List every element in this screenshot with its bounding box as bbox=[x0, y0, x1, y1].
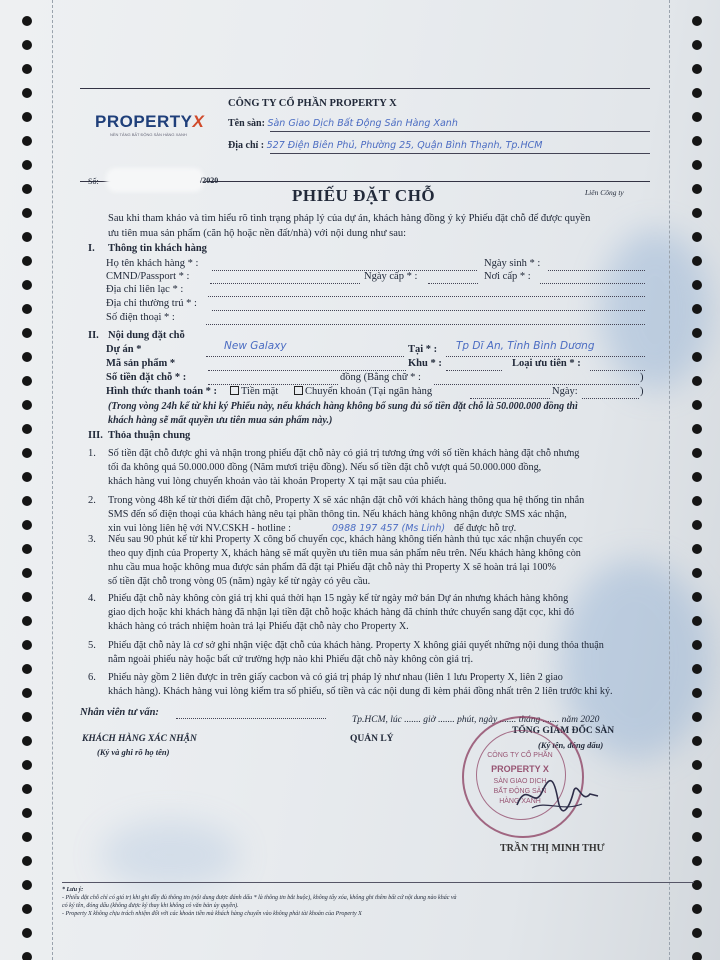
perforation-hole bbox=[692, 664, 702, 674]
customer-sign-title: KHÁCH HÀNG XÁC NHẬN bbox=[82, 734, 197, 744]
seal-text: BẤT ĐỘNG SẢN bbox=[493, 788, 547, 795]
perforation-hole bbox=[692, 640, 702, 650]
bank-field[interactable] bbox=[470, 398, 550, 399]
term-number: 4. bbox=[88, 593, 96, 604]
term-line: nhu cầu mua hoặc không mua được sản phẩm đã đặt tại Phiếu đặt chỗ này thì Property X sẽ hoàn trả lại 100% bbox=[108, 562, 557, 573]
perforation-hole bbox=[692, 592, 702, 602]
perforation-hole bbox=[692, 832, 702, 842]
term-line: số tiền đặt chỗ trong vòng 05 (năm) ngày kể từ ngày có yêu cầu. bbox=[108, 576, 371, 587]
exchange-name-value: Sàn Giao Dịch Bất Động Sản Hàng Xanh bbox=[267, 118, 458, 129]
director-sign-title: TỔNG GIÁM ĐỐC SÀN bbox=[512, 726, 615, 736]
perforation-hole bbox=[22, 304, 32, 314]
term-number: 3. bbox=[88, 534, 96, 545]
amount-words-label: đồng (Bằng chữ * : bbox=[340, 372, 421, 383]
perforation-hole bbox=[692, 160, 702, 170]
perforation-hole bbox=[692, 232, 702, 242]
perforation-hole bbox=[692, 328, 702, 338]
perforation-hole bbox=[692, 472, 702, 482]
id-label: CMND/Passport * : bbox=[106, 271, 190, 282]
perforation-hole bbox=[692, 88, 702, 98]
perforation-hole bbox=[22, 448, 32, 458]
footer-title: * Lưu ý: bbox=[62, 887, 84, 893]
perforation-hole bbox=[22, 16, 32, 26]
contact-address-field[interactable] bbox=[208, 296, 645, 297]
product-code-label: Mã sản phẩm * bbox=[106, 358, 176, 369]
perforation-hole bbox=[692, 568, 702, 578]
perforation-hole bbox=[22, 472, 32, 482]
phone-field[interactable] bbox=[206, 324, 645, 325]
cash-checkbox[interactable] bbox=[230, 386, 239, 395]
perforation-hole bbox=[22, 88, 32, 98]
seal-text: PROPERTY X bbox=[491, 764, 549, 774]
perforation-hole bbox=[692, 424, 702, 434]
perforation-hole bbox=[692, 280, 702, 290]
perforation-hole bbox=[22, 520, 32, 530]
section-1-title: Thông tin khách hàng bbox=[108, 243, 207, 254]
perforation-hole bbox=[692, 712, 702, 722]
permanent-address-label: Địa chỉ thường trú * : bbox=[106, 298, 197, 309]
director-signature bbox=[512, 770, 602, 820]
customer-name-field[interactable] bbox=[212, 270, 477, 271]
perforation-hole bbox=[22, 616, 32, 626]
perforation-hole bbox=[692, 784, 702, 794]
exchange-name-row: Tên sàn: Sàn Giao Dịch Bất Động Sản Hàng Xanh bbox=[228, 118, 458, 129]
perforation-hole bbox=[692, 184, 702, 194]
perforation-hole bbox=[22, 496, 32, 506]
perforation-hole bbox=[22, 160, 32, 170]
director-name: TRẦN THỊ MINH THƯ bbox=[500, 843, 605, 854]
perforation-hole bbox=[22, 64, 32, 74]
section-3-number: III. bbox=[88, 430, 103, 441]
permanent-address-field[interactable] bbox=[212, 310, 645, 311]
perforation-hole bbox=[22, 640, 32, 650]
perforation-hole bbox=[22, 112, 32, 122]
priority-field[interactable] bbox=[590, 370, 645, 371]
address-value: 527 Điện Biên Phủ, Phường 25, Quận Bình Thạnh, Tp.HCM bbox=[266, 140, 543, 151]
term-line: khách hàng vui lòng chuyển khoản vào tài khoản Property X tại mặt sau của phiếu. bbox=[108, 476, 447, 487]
perforation-hole bbox=[692, 136, 702, 146]
customer-name-label: Họ tên khách hàng * : bbox=[106, 258, 199, 269]
perforation-hole bbox=[692, 16, 702, 26]
amount-words-field[interactable] bbox=[434, 384, 639, 385]
term-line: tối đa không quá 50.000.000 đồng (Năm mươi triệu đồng). Nếu số tiền đặt chỗ vượt quá 50.000.000 đồng, bbox=[108, 462, 542, 473]
seal-text: CÔNG TY CỔ PHẦN bbox=[487, 752, 553, 759]
contact-address-label: Địa chỉ liên lạc * : bbox=[106, 284, 184, 295]
term-number: 1. bbox=[88, 448, 96, 459]
footer-note-1: - Phiếu đặt chỗ chỉ có giá trị khi ghi đầy đủ thông tin (nội dung được đánh dấu * là thông tin bắt buộc), không tẩy xóa, không ghi thêm bất cứ nội dung nào khác và bbox=[62, 895, 457, 901]
perforation-hole bbox=[22, 280, 32, 290]
perforation-hole bbox=[22, 544, 32, 554]
term-line: Nếu sau 90 phút kể từ khi Property X công bố chuyển cọc, khách hàng không tiến hành thủ tục xác nhận chuyển cọc bbox=[108, 534, 583, 545]
seal-text: SÀN GIAO DỊCH bbox=[493, 778, 547, 785]
perforation-hole bbox=[692, 616, 702, 626]
perforation-hole bbox=[692, 376, 702, 386]
perforation-hole bbox=[22, 832, 32, 842]
perforation-hole bbox=[22, 736, 32, 746]
transfer-checkbox[interactable] bbox=[294, 386, 303, 395]
consultant-label: Nhân viên tư vấn: bbox=[80, 707, 159, 718]
perforation-hole bbox=[692, 496, 702, 506]
term-number: 6. bbox=[88, 672, 96, 683]
perforation-hole bbox=[22, 712, 32, 722]
section-2-title: Nội dung đặt chỗ bbox=[108, 330, 185, 341]
deposit-note-1: (Trong vòng 24h kể từ khi ký Phiếu này, nếu khách hàng không bổ sung đủ số tiền đặt chỗ là 50.000.000 đồng thì bbox=[108, 401, 578, 412]
term-line: Trong vòng 48h kể từ thời điểm đặt chỗ, Property X sẽ xác nhận đặt chỗ với khách hàng thông qua hệ thống tin nhắn bbox=[108, 495, 585, 506]
perforation-hole bbox=[22, 952, 32, 960]
term-line: SMS đến số điện thoại của khách hàng nêu tại phần thông tin. Nếu khách hàng không nhận được SMS xác nhận, bbox=[108, 509, 567, 520]
perforation-hole bbox=[692, 760, 702, 770]
perforation-hole bbox=[22, 232, 32, 242]
product-code-field[interactable] bbox=[208, 370, 406, 371]
address-row: Địa chỉ : 527 Điện Biên Phủ, Phường 25, Quận Bình Thạnh, Tp.HCM bbox=[228, 140, 543, 151]
footer-note-3: - Property X không chịu trách nhiệm đối với các khoản tiền mà khách hàng chuyển vào không phải tài khoản của Property X bbox=[62, 911, 362, 917]
logo-tagline: NỀN TẢNG BẤT ĐỘNG SẢN HÀNG XANH bbox=[110, 132, 187, 137]
seal-text: HÀNG XANH bbox=[499, 798, 541, 805]
term-line: xin vui lòng liên hệ với NV.CSKH - hotline : bbox=[108, 523, 291, 534]
perforation-hole bbox=[692, 304, 702, 314]
transfer-option[interactable]: Chuyển khoản (Tại ngân hàng bbox=[292, 386, 432, 397]
perforation-hole bbox=[22, 136, 32, 146]
perforation-hole bbox=[22, 760, 32, 770]
perforation-hole bbox=[692, 40, 702, 50]
hotline-suffix: để được hỗ trợ. bbox=[454, 523, 517, 534]
perforation-hole bbox=[22, 40, 32, 50]
perforation-hole bbox=[22, 688, 32, 698]
term-line: Phiếu đặt chỗ này không còn giá trị khi quá thời hạn 15 ngày kể từ ngày mở bán Dự án nhưng khách hàng không bbox=[108, 593, 569, 604]
dob-field[interactable] bbox=[548, 270, 645, 271]
form-year: /2020 bbox=[200, 176, 219, 185]
term-line: theo quy định của Property X, khách hàng sẽ mất quyền ưu tiên mua sản phẩm nêu trên. Nếu khách hàng không còn bbox=[108, 548, 581, 559]
perforation-hole bbox=[22, 664, 32, 674]
perforation-hole bbox=[22, 424, 32, 434]
term-line: khách hàng). Khách hàng vui lòng kiểm tra số phiếu, số tiền và các nội dung đi kèm phải đồng nhất trên 2 liên trước khi ký. bbox=[108, 686, 613, 697]
perforation-hole bbox=[22, 856, 32, 866]
term-line: Số tiền đặt chỗ được ghi và nhận trong phiếu đặt chỗ này có giá trị tương ứng với số tiền khách hàng đặt chỗ nhưng bbox=[108, 448, 580, 459]
hotline-value[interactable]: 0988 197 457 (Ms Linh) bbox=[332, 523, 446, 534]
dob-label: Ngày sinh * : bbox=[484, 258, 541, 269]
footer-note-2: có ký tên, đóng dấu (không được ký thay khi không có văn bản ủy quyền). bbox=[62, 903, 239, 909]
footer-notes bbox=[62, 882, 694, 954]
term-number: 5. bbox=[88, 640, 96, 651]
form-number-label: Số: bbox=[88, 177, 99, 186]
transfer-date-field[interactable] bbox=[582, 398, 639, 399]
perforation-hole bbox=[22, 904, 32, 914]
area-label: Khu * : bbox=[408, 358, 442, 369]
cash-option[interactable]: Tiền mặt bbox=[228, 386, 278, 397]
perforation-hole bbox=[692, 64, 702, 74]
director-sign-note: (Ký tên, đóng dấu) bbox=[538, 740, 604, 750]
perforation-hole bbox=[692, 352, 702, 362]
project-value: New Galaxy bbox=[224, 340, 287, 352]
section-1-number: I. bbox=[88, 243, 95, 254]
project-label: Dự án * bbox=[106, 344, 142, 355]
company-name: CÔNG TY CỔ PHẦN PROPERTY X bbox=[228, 98, 397, 109]
page-title: PHIẾU ĐẶT CHỖ bbox=[292, 186, 436, 205]
perforation-hole bbox=[22, 568, 32, 578]
perforation-hole bbox=[22, 256, 32, 266]
perforation-hole bbox=[22, 808, 32, 818]
intro-line-2: ưu tiên mua sản phẩm (căn hộ hoặc nền đất/nhà) với nội dung như sau: bbox=[108, 228, 407, 239]
perforation-hole bbox=[692, 400, 702, 410]
perforation-hole bbox=[22, 208, 32, 218]
manager-sign-title: QUẢN LÝ bbox=[350, 734, 394, 744]
term-line: Phiếu đặt chỗ này là cơ sở ghi nhận việc đặt chỗ của khách hàng. Property X không giải quyết những nội dung thỏa thuận bbox=[108, 640, 604, 651]
perforation-hole bbox=[22, 880, 32, 890]
perforation-hole bbox=[692, 856, 702, 866]
perforation-hole bbox=[22, 592, 32, 602]
company-logo: PROPERTYX bbox=[95, 112, 205, 131]
amount-label: Số tiền đặt chỗ * : bbox=[106, 372, 187, 383]
location-value: Tp Dĩ An, Tỉnh Bình Dương bbox=[456, 340, 595, 352]
consultant-field[interactable] bbox=[176, 718, 326, 719]
redacted-number bbox=[106, 168, 204, 192]
perforation-hole bbox=[692, 688, 702, 698]
payment-method-label: Hình thức thanh toán * : bbox=[106, 386, 218, 397]
phone-label: Số điện thoại * : bbox=[106, 312, 175, 323]
issue-date-label: Ngày cấp * : bbox=[364, 271, 418, 282]
issue-date-field[interactable] bbox=[428, 283, 478, 284]
perforation-hole bbox=[692, 544, 702, 554]
amount-field[interactable] bbox=[208, 384, 338, 385]
perforation-hole bbox=[692, 736, 702, 746]
perforation-hole bbox=[692, 208, 702, 218]
perforation-hole bbox=[22, 376, 32, 386]
perforation-hole bbox=[22, 352, 32, 362]
date-line: Tp.HCM, lúc ....... giờ ....... phút, ngày ....... tháng ....... năm 2020 bbox=[352, 715, 600, 725]
deposit-note-2: khách hàng sẽ mất quyền ưu tiên mua sản phẩm này.) bbox=[108, 415, 333, 426]
customer-sign-note: (Ký và ghi rõ họ tên) bbox=[97, 747, 170, 757]
perforation-hole bbox=[692, 520, 702, 530]
area-field[interactable] bbox=[446, 370, 502, 371]
perforation-hole bbox=[22, 400, 32, 410]
transfer-date-label: Ngày: bbox=[552, 386, 578, 397]
issue-place-field[interactable] bbox=[540, 283, 645, 284]
issue-place-label: Nơi cấp * : bbox=[484, 271, 531, 282]
section-2-number: II. bbox=[88, 330, 99, 341]
id-field[interactable] bbox=[210, 283, 360, 284]
term-line: nằm ngoài phiếu này hoặc bất cứ trường hợp nào khi Phiếu đặt chỗ này không còn giá trị. bbox=[108, 654, 473, 665]
form-paper: PROPERTYX NỀN TẢNG BẤT ĐỘNG SẢN HÀNG XANH CÔNG TY CỔ PHẦN PROPERTY X Tên sàn: Sàn Giao Dịch Bất Động Sản Hàng Xanh Địa chỉ : 527 Điện Biên Phủ, Phường 25, Quận Bình Thạnh, Tp.HCM Số: /2020 PHIẾU ĐẶT CHỖ Liên Công ty Sau khi tham khảo và tìm hiểu rõ tình trạng pháp lý của dự án, khách hàng đồng ý ký Phiếu đặt chỗ để được quyền ưu tiên mua sản phẩm (căn hộ hoặc nền đất/nhà) với nội dung như sau: I. Thông tin khách hàng Họ tên khách hàng * : Ngày sinh * : CMND/Passport * : Ngày cấp * : Nơi cấp * : Địa chỉ liên lạc * : Địa chỉ thường trú * : Số điện thoại * : II. Nội dung đặt chỗ Dự án * New Galaxy Tại * : Tp Dĩ An, Tỉnh Bình Dương Mã sản phẩm * Khu * : Loại ưu tiên * : Số tiền đặt chỗ * : đồng (Bằng chữ * : ) Hình thức thanh toán * : Tiền mặt Chuyển khoản (Tại ngân hàng Ngày: ) (Trong vòng 24h kể từ khi ký Phiếu này, nếu khách hàng không bổ sung đủ số tiền đặt chỗ là 50.000.000 đồng thì khách hàng sẽ mất quyền ưu tiên mua sản phẩm này.) III. Thỏa thuận chung 1. Số tiền đặt chỗ được ghi và nhận trong phiếu đặt chỗ này có giá trị tương ứng với số tiền khách hàng đặt chỗ nhưng tối đa không quá 50.000.000 đồng (Năm mươi triệu đồng). Nếu số tiền đặt chỗ vượt quá 50.000.000 đồng, khách hàng vui lòng chuyển khoản vào tài khoản Property X tại mặt sau của phiếu. 2. Trong vòng 48h kể từ thời điểm đặt chỗ, Property X sẽ xác nhận đặt chỗ với khách hàng thông qua hệ thống tin nhắn SMS đến số điện thoại của khách hàng nêu tại phần thông tin. Nếu khách hàng không nhận được SMS xác nhận, xin vui lòng liên hệ với NV.CSKH - hotline : 3. Nếu sau 90 phút kể từ khi Property X công bố chuyển cọc, khách hàng không tiến hành thủ tục xác nhận chuyển cọc theo quy định của Property X, khách hàng sẽ mất quyền ưu tiên mua sản phẩm nêu trên. Nếu khách hàng không còn nhu cầu mua hoặc không mua được sản phẩm đã đặt tại Phiếu đặt chỗ này thì Property X sẽ hoàn trả lại 100% số tiền đặt chỗ trong vòng 05 (năm) ngày kể từ ngày có yêu cầu. 4. Phiếu đặt chỗ này không còn giá trị khi quá thời hạn 15 ngày kể từ ngày mở bán Dự án nhưng khách hàng không giao dịch hoặc khi khách hàng đã nhận lại tiền đặt chỗ hoặc khách hàng đã chính thức chuyển sang đặt cọc, khi đó khách hàng có trách nhiệm hoàn trả lại Phiếu đặt chỗ này cho Property X. 5. Phiếu đặt chỗ này là cơ sở ghi nhận việc đặt chỗ của khách hàng. Property X không giải quyết những nội dung thỏa thuận nằm ngoài phiếu này hoặc bất cứ trường hợp nào khi Phiếu đặt chỗ này không còn giá trị. 6. Phiếu này gồm 2 liên được in trên giấy cacbon và có giá trị pháp lý như nhau (liên 1 lưu Property X, liên 2 giao khách hàng). Khách hàng vui lòng kiểm tra số phiếu, số tiền và các nội dung đi kèm phải đồng nhất trên 2 liên trước khi ký. 0988 197 457 (Ms Linh) để được hỗ trợ. Nhân viên tư vấn: Tp.HCM, lúc ....... giờ ....... phút, ngày ....... tháng ....... năm 2020 KHÁCH HÀNG XÁC NHẬN (Ký và ghi rõ họ tên) QUẢN LÝ TỔNG GIÁM ĐỐC SÀN (Ký tên, đóng dấu) CÔNG TY CỔ PHẦN PROPERTY X SÀN GIAO DỊCH BẤT ĐỘNG SẢN HÀNG XANH TRẦN THỊ MINH THƯ * Lưu ý: - Phiếu đặt chỗ chỉ có giá trị khi ghi đầy đủ thông tin (nội dung được đánh dấu * là thông tin bắt buộc), không tẩy xóa, không ghi thêm bất cứ nội dung nào khác và có ký tên, đóng dấu (không được ký thay khi không có văn bản ủy quyền). - Property X không chịu trách nhiệm đối với các khoản tiền mà khách hàng chuyển vào không phải tài khoản của Property X bbox=[0, 0, 720, 960]
term-number: 2. bbox=[88, 495, 96, 506]
perforation-hole bbox=[22, 784, 32, 794]
perforation-hole bbox=[692, 112, 702, 122]
perforation-hole bbox=[692, 448, 702, 458]
perforation-hole bbox=[22, 184, 32, 194]
copy-label: Liên Công ty bbox=[585, 188, 624, 197]
perforation-hole bbox=[22, 928, 32, 938]
perforation-hole bbox=[692, 808, 702, 818]
intro-line-1: Sau khi tham khảo và tìm hiểu rõ tình trạng pháp lý của dự án, khách hàng đồng ý ký Phiếu đặt chỗ để được quyền bbox=[108, 213, 591, 224]
perforation-hole bbox=[22, 328, 32, 338]
term-line: khách hàng có trách nhiệm hoàn trả lại Phiếu đặt chỗ này cho Property X. bbox=[108, 621, 409, 632]
priority-label: Loại ưu tiên * : bbox=[512, 358, 581, 369]
location-label: Tại * : bbox=[408, 344, 438, 355]
section-3-title: Thỏa thuận chung bbox=[108, 430, 191, 441]
term-line: giao dịch hoặc khi khách hàng đã nhận lại tiền đặt chỗ hoặc khách hàng đã chính thức chuyển sang đặt cọc, khi đó bbox=[108, 607, 575, 618]
perforation-hole bbox=[692, 256, 702, 266]
term-line: Phiếu này gồm 2 liên được in trên giấy cacbon và có giá trị pháp lý như nhau (liên 1 lưu Property X, liên 2 giao bbox=[108, 672, 563, 683]
